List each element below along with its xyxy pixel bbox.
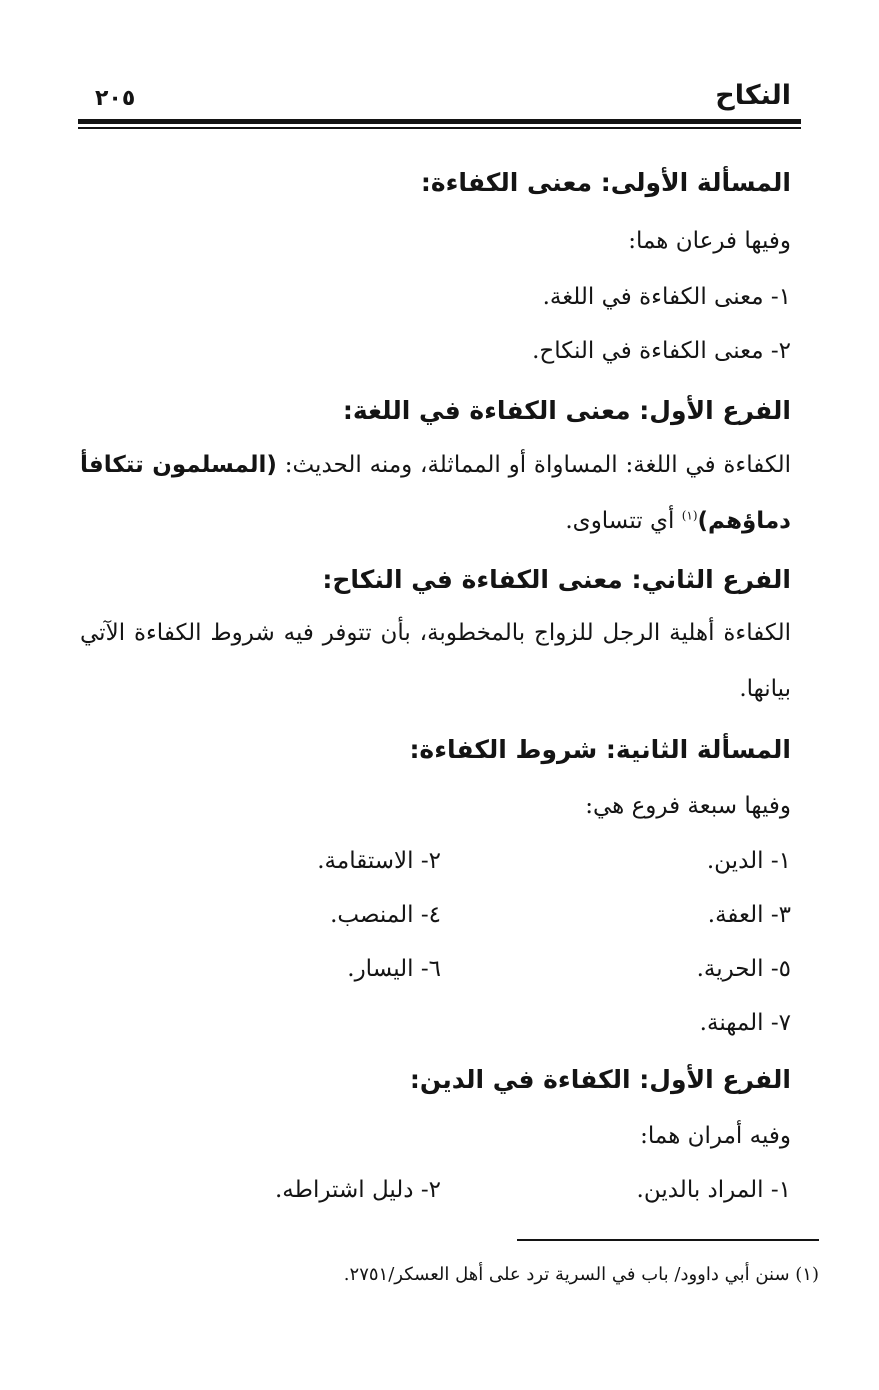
section-heading-mas2: المسألة الثانية: شروط الكفاءة: bbox=[409, 735, 791, 764]
list-item: ٥- الحرية. bbox=[696, 956, 791, 982]
list-item: ٢- دليل اشتراطه. bbox=[275, 1177, 441, 1203]
paragraph-text: أي تتساوى. bbox=[565, 508, 682, 534]
footnote-ref: (١) bbox=[681, 508, 698, 523]
paragraph-mas2-intro: وفيها سبعة فروع هي: bbox=[585, 793, 791, 819]
paragraph-far2-line1: الكفاءة أهلية الرجل للزواج بالمخطوبة، بأن تتوفر فيه شروط الكفاءة الآتي bbox=[80, 620, 791, 646]
section-heading-sec3: الفرع الأول: الكفاءة في الدين: bbox=[409, 1065, 791, 1094]
list-item: ٢- معنى الكفاءة في النكاح. bbox=[532, 338, 791, 364]
section-heading-mas1: المسألة الأولى: معنى الكفاءة: bbox=[420, 168, 791, 197]
footnote: (١) سنن أبي داوود/ باب في السرية ترد على أهل العسكر/٢٧٥١. bbox=[343, 1264, 819, 1285]
list-item: ٤- المنصب. bbox=[330, 902, 441, 928]
paragraph-mas1-intro: وفيها فرعان هما: bbox=[628, 228, 791, 254]
hadith-quote: (المسلمون تتكافأ bbox=[80, 452, 277, 478]
header-rule-thick bbox=[78, 119, 801, 124]
list-item: ٢- الاستقامة. bbox=[317, 848, 441, 874]
list-item: ٣- العفة. bbox=[707, 902, 791, 928]
page-number: ٢٠٥ bbox=[95, 86, 136, 111]
running-title: النكاح bbox=[715, 80, 791, 111]
list-item: ١- المراد بالدين. bbox=[636, 1177, 791, 1203]
section-heading-far2: الفرع الثاني: معنى الكفاءة في النكاح: bbox=[322, 565, 791, 594]
list-item: ٧- المهنة. bbox=[699, 1010, 791, 1036]
footnote-separator bbox=[517, 1239, 819, 1241]
header-rule-thin bbox=[78, 127, 801, 129]
paragraph-far1-line1 bbox=[80, 452, 791, 478]
paragraph-text: الكفاءة في اللغة: المساواة أو المماثلة، ومنه الحديث: bbox=[276, 452, 791, 478]
list-item: ١- الدين. bbox=[706, 848, 791, 874]
paragraph-far1-line2 bbox=[565, 508, 791, 534]
hadith-quote: دماؤهم) bbox=[697, 508, 791, 534]
paragraph-sec3-intro: وفيه أمران هما: bbox=[640, 1123, 791, 1149]
section-heading-far1: الفرع الأول: معنى الكفاءة في اللغة: bbox=[342, 396, 791, 425]
list-item: ١- معنى الكفاءة في اللغة. bbox=[542, 284, 791, 310]
paragraph-far2-line2: بيانها. bbox=[739, 676, 791, 702]
list-item: ٦- اليسار. bbox=[347, 956, 441, 982]
